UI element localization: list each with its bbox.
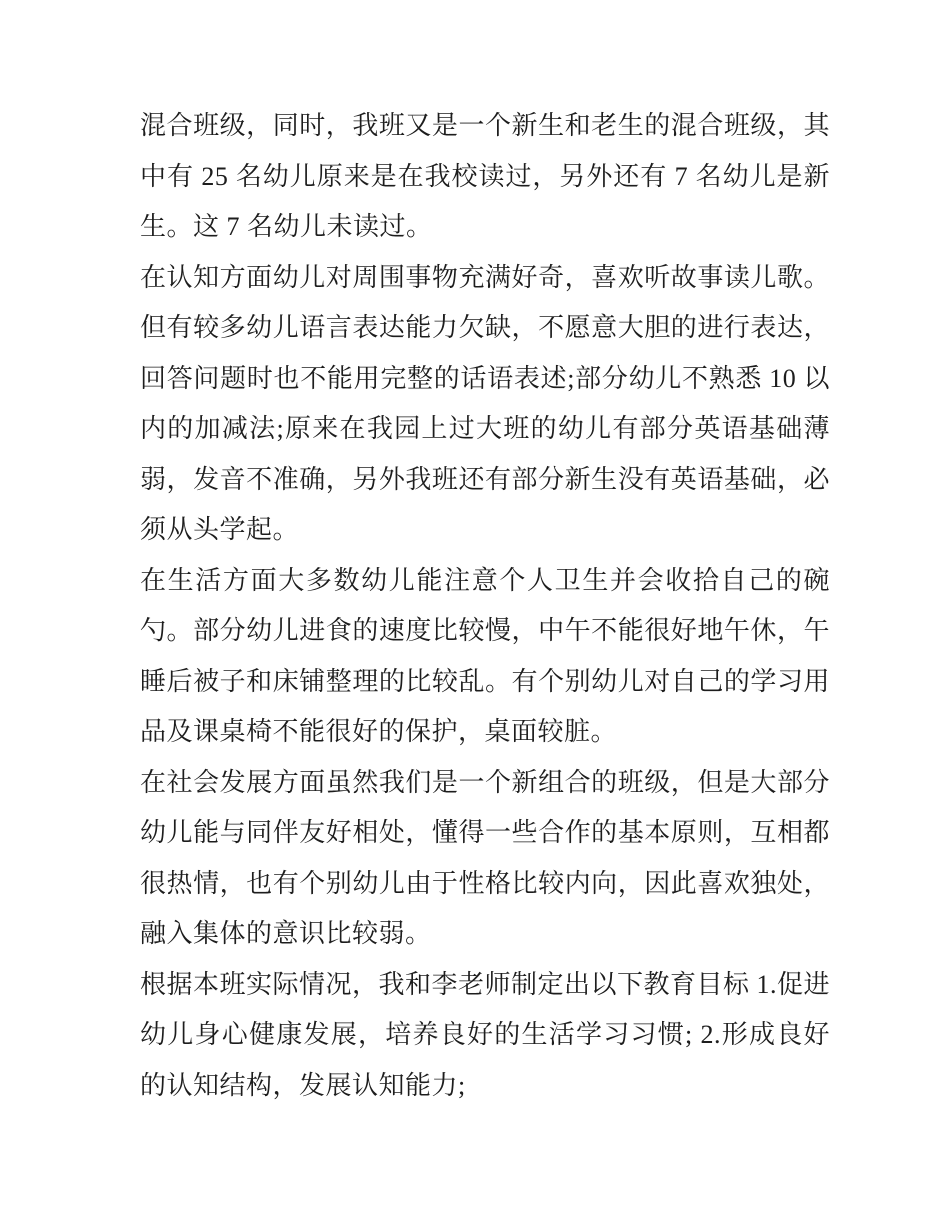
paragraph-education-goals: 根据本班实际情况，我和李老师制定出以下教育目标 1.促进幼儿身心健康发展，培养良好的生活学习习惯; 2.形成良好的认知结构，发展认知能力; bbox=[140, 969, 831, 1100]
paragraph-life-aspect: 在生活方面大多数幼儿能注意个人卫生并会收拾自己的碗勺。部分幼儿进食的速度比较慢，中午不能很好地午休，午睡后被子和床铺整理的比较乱。有个别幼儿对自己的学习用品及课桌椅不能很好的保护，桌面较脏。 bbox=[140, 565, 830, 746]
document-body bbox=[140, 101, 830, 1111]
paragraph-cognitive-aspect: 在认知方面幼儿对周围事物充满好奇，喜欢听故事读儿歌。但有较多幼儿语言表达能力欠缺，不愿意大胆的进行表达，回答问题时也不能用完整的话语表述;部分幼儿不熟悉 10 以内的加减法;原来在我园上过大班的幼儿有部分英语基础薄弱，发音不准确，另外我班还有部分新生没有英语基础，必须从头学起。 bbox=[140, 262, 830, 544]
paragraph-class-composition: 混合班级，同时，我班又是一个新生和老生的混合班级，其中有 25 名幼儿原来是在我校读过，另外还有 7 名幼儿是新生。这 7 名幼儿未读过。 bbox=[140, 111, 830, 241]
paragraph-social-development: 在社会发展方面虽然我们是一个新组合的班级，但是大部分幼儿能与同伴友好相处，懂得一些合作的基本原则，互相都很热情，也有个别幼儿由于性格比较内向，因此喜欢独处，融入集体的意识比较弱。 bbox=[140, 767, 830, 948]
